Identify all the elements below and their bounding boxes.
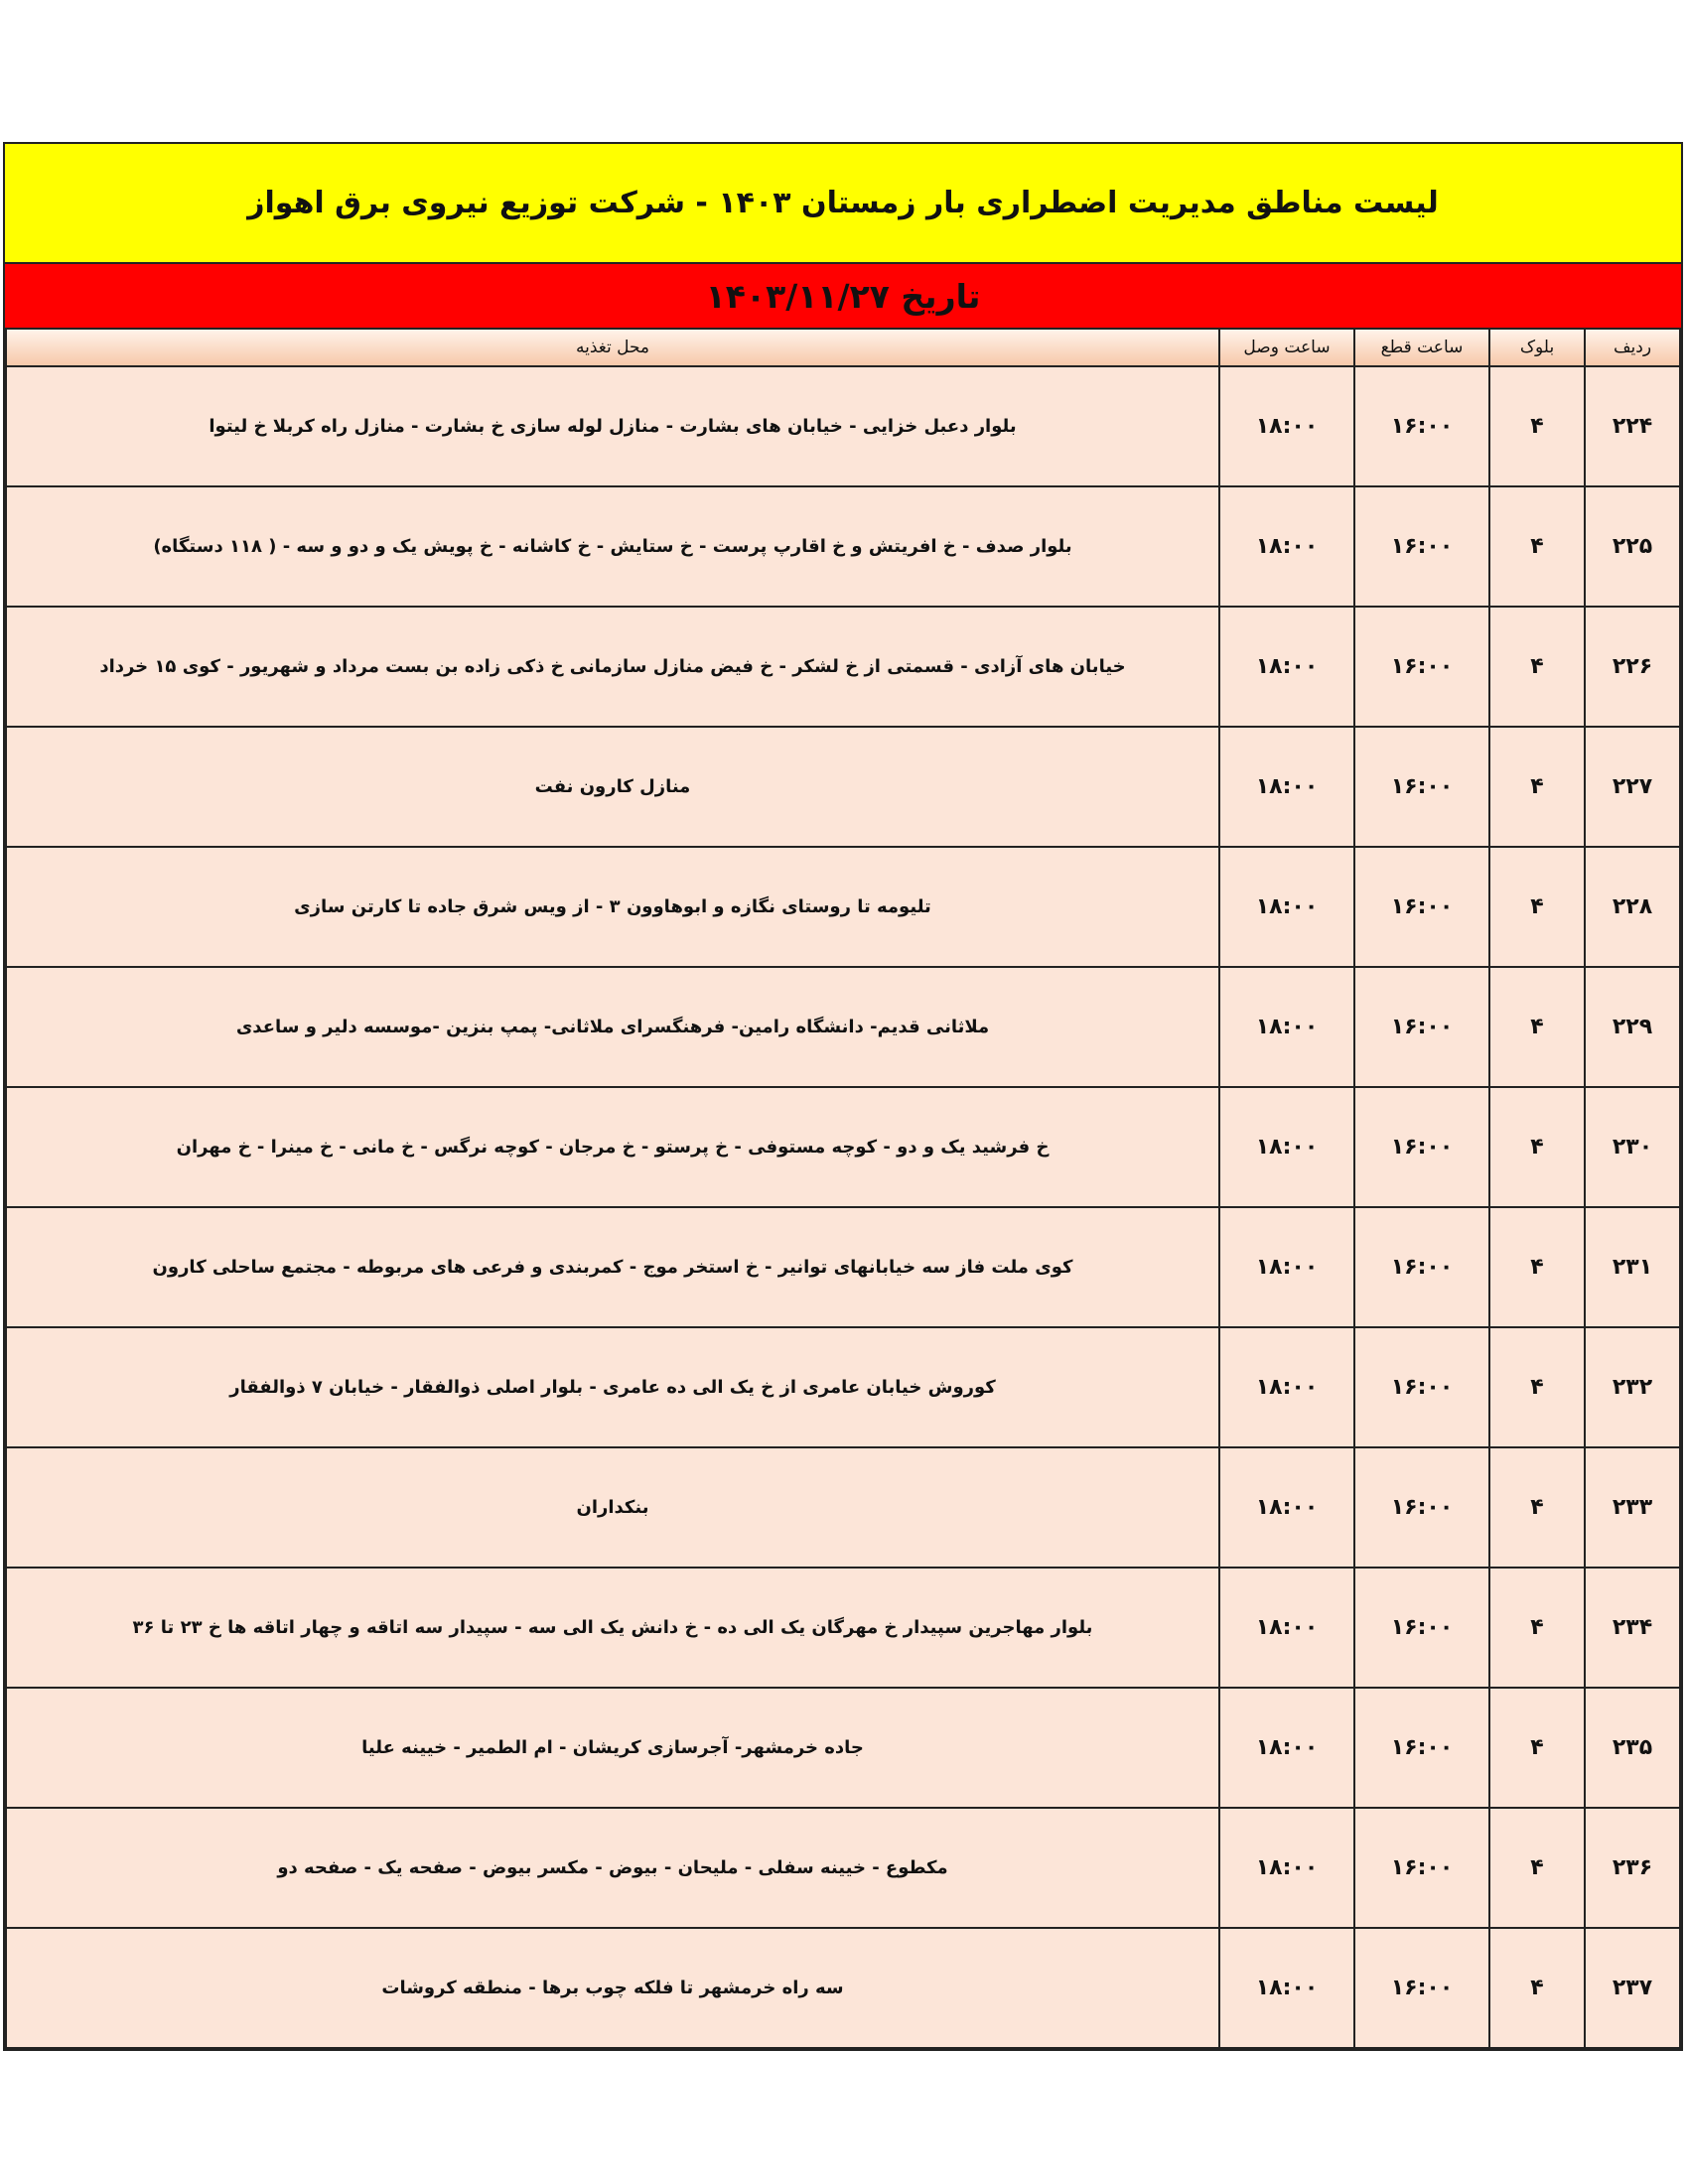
row-location: کوی ملت فاز سه خیابانهای توانیر - خ استخر موج - کمربندی و فرعی های مربوطه - مجتمع ساحلی کارون xyxy=(6,1207,1219,1327)
row-cut-time: ۱۶:۰۰ xyxy=(1354,1447,1489,1568)
table-body xyxy=(6,366,1680,2048)
table-header-row xyxy=(6,329,1680,366)
row-connect-time: ۱۸:۰۰ xyxy=(1219,1207,1354,1327)
row-location: ملاثانی قدیم- دانشگاه رامین- فرهنگسرای ملاثانی- پمپ بنزین -موسسه دلیر و ساعدی xyxy=(6,967,1219,1087)
table-row xyxy=(6,1447,1680,1568)
row-radif: ۲۳۶ xyxy=(1585,1808,1680,1928)
outage-schedule-table xyxy=(5,328,1681,2049)
row-connect-time: ۱۸:۰۰ xyxy=(1219,1808,1354,1928)
row-block: ۴ xyxy=(1489,1928,1585,2048)
table-row xyxy=(6,1808,1680,1928)
row-cut-time: ۱۶:۰۰ xyxy=(1354,727,1489,847)
table-row xyxy=(6,1568,1680,1688)
row-radif: ۲۳۵ xyxy=(1585,1688,1680,1808)
table-row xyxy=(6,727,1680,847)
row-block: ۴ xyxy=(1489,1087,1585,1207)
table-row xyxy=(6,1688,1680,1808)
row-radif: ۲۲۵ xyxy=(1585,486,1680,607)
table-row xyxy=(6,1087,1680,1207)
row-cut-time: ۱۶:۰۰ xyxy=(1354,967,1489,1087)
row-connect-time: ۱۸:۰۰ xyxy=(1219,1327,1354,1447)
row-connect-time: ۱۸:۰۰ xyxy=(1219,1568,1354,1688)
row-radif: ۲۳۰ xyxy=(1585,1087,1680,1207)
row-radif: ۲۳۳ xyxy=(1585,1447,1680,1568)
row-block: ۴ xyxy=(1489,1688,1585,1808)
row-radif: ۲۳۴ xyxy=(1585,1568,1680,1688)
table-row xyxy=(6,486,1680,607)
row-radif: ۲۳۱ xyxy=(1585,1207,1680,1327)
header-radif: ردیف xyxy=(1585,329,1680,366)
row-location: منازل کارون نفت xyxy=(6,727,1219,847)
table-row xyxy=(6,847,1680,967)
row-block: ۴ xyxy=(1489,1327,1585,1447)
row-location: جاده خرمشهر- آجرسازی کریشان - ام الطمیر - خیینه علیا xyxy=(6,1688,1219,1808)
header-block: بلوک xyxy=(1489,329,1585,366)
row-cut-time: ۱۶:۰۰ xyxy=(1354,847,1489,967)
table-row xyxy=(6,967,1680,1087)
row-cut-time: ۱۶:۰۰ xyxy=(1354,607,1489,727)
row-cut-time: ۱۶:۰۰ xyxy=(1354,1808,1489,1928)
row-radif: ۲۳۲ xyxy=(1585,1327,1680,1447)
table-row xyxy=(6,366,1680,486)
row-location: بلوار مهاجرین سپیدار خ مهرگان یک الی ده - خ دانش یک الی سه - سپیدار سه اتاقه و چهار اتاقه ها خ ۲۳ تا ۳۶ xyxy=(6,1568,1219,1688)
row-location: سه راه خرمشهر تا فلکه چوب برها - منطقه کروشات xyxy=(6,1928,1219,2048)
row-block: ۴ xyxy=(1489,967,1585,1087)
header-location: محل تغذیه xyxy=(6,329,1219,366)
row-location: تلیومه تا روستای نگازه و ابوهاوون ۳ - از ویس شرق جاده تا کارتن سازی xyxy=(6,847,1219,967)
row-connect-time: ۱۸:۰۰ xyxy=(1219,366,1354,486)
row-cut-time: ۱۶:۰۰ xyxy=(1354,1928,1489,2048)
row-block: ۴ xyxy=(1489,1568,1585,1688)
row-radif: ۲۲۷ xyxy=(1585,727,1680,847)
row-location: کوروش خیابان عامری از خ یک الی ده عامری - بلوار اصلی ذوالفقار - خیابان ۷ ذوالفقار xyxy=(6,1327,1219,1447)
row-cut-time: ۱۶:۰۰ xyxy=(1354,1688,1489,1808)
row-block: ۴ xyxy=(1489,1808,1585,1928)
row-location: خ فرشید یک و دو - کوچه مستوفی - خ پرستو - خ مرجان - کوچه نرگس - خ مانی - خ مینرا - خ مهران xyxy=(6,1087,1219,1207)
row-radif: ۲۲۶ xyxy=(1585,607,1680,727)
row-connect-time: ۱۸:۰۰ xyxy=(1219,1447,1354,1568)
row-block: ۴ xyxy=(1489,1447,1585,1568)
row-cut-time: ۱۶:۰۰ xyxy=(1354,1207,1489,1327)
date-banner: تاریخ ۱۴۰۳/۱۱/۲۷ xyxy=(5,262,1681,328)
row-cut-time: ۱۶:۰۰ xyxy=(1354,1327,1489,1447)
row-connect-time: ۱۸:۰۰ xyxy=(1219,607,1354,727)
document-title: لیست مناطق مدیریت اضطراری بار زمستان ۱۴۰۳ - شرکت توزیع نیروی برق اهواز xyxy=(5,144,1681,262)
row-location: بلوار صدف - خ افریتش و خ اقارپ پرست - خ ستایش - خ کاشانه - خ پویش یک و دو و سه - ( ۱۱۸ دستگاه) xyxy=(6,486,1219,607)
row-block: ۴ xyxy=(1489,607,1585,727)
row-cut-time: ۱۶:۰۰ xyxy=(1354,366,1489,486)
header-cut-time: ساعت قطع xyxy=(1354,329,1489,366)
table-row xyxy=(6,607,1680,727)
table-row xyxy=(6,1928,1680,2048)
row-location: بلوار دعبل خزایی - خیابان های بشارت - منازل لوله سازی خ بشارت - منازل راه کربلا خ لیتوا xyxy=(6,366,1219,486)
table-row xyxy=(6,1207,1680,1327)
table-row xyxy=(6,1327,1680,1447)
row-connect-time: ۱۸:۰۰ xyxy=(1219,847,1354,967)
row-location: بنکداران xyxy=(6,1447,1219,1568)
row-cut-time: ۱۶:۰۰ xyxy=(1354,1087,1489,1207)
row-connect-time: ۱۸:۰۰ xyxy=(1219,1688,1354,1808)
row-block: ۴ xyxy=(1489,366,1585,486)
row-radif: ۲۲۸ xyxy=(1585,847,1680,967)
row-connect-time: ۱۸:۰۰ xyxy=(1219,727,1354,847)
row-block: ۴ xyxy=(1489,1207,1585,1327)
row-connect-time: ۱۸:۰۰ xyxy=(1219,1928,1354,2048)
row-connect-time: ۱۸:۰۰ xyxy=(1219,967,1354,1087)
row-block: ۴ xyxy=(1489,847,1585,967)
row-connect-time: ۱۸:۰۰ xyxy=(1219,486,1354,607)
row-block: ۴ xyxy=(1489,727,1585,847)
row-cut-time: ۱۶:۰۰ xyxy=(1354,486,1489,607)
row-location: خیابان های آزادی - قسمتی از خ لشکر - خ فیض منازل سازمانی خ ذکی زاده بن بست مرداد و شهریور - کوی ۱۵ خرداد xyxy=(6,607,1219,727)
row-block: ۴ xyxy=(1489,486,1585,607)
row-radif: ۲۲۴ xyxy=(1585,366,1680,486)
row-connect-time: ۱۸:۰۰ xyxy=(1219,1087,1354,1207)
row-radif: ۲۳۷ xyxy=(1585,1928,1680,2048)
document-sheet xyxy=(3,142,1683,2051)
header-connect-time: ساعت وصل xyxy=(1219,329,1354,366)
row-location: مکطوع - خیینه سفلی - ملیحان - بیوض - مکسر بیوض - صفحه یک - صفحه دو xyxy=(6,1808,1219,1928)
row-radif: ۲۲۹ xyxy=(1585,967,1680,1087)
row-cut-time: ۱۶:۰۰ xyxy=(1354,1568,1489,1688)
